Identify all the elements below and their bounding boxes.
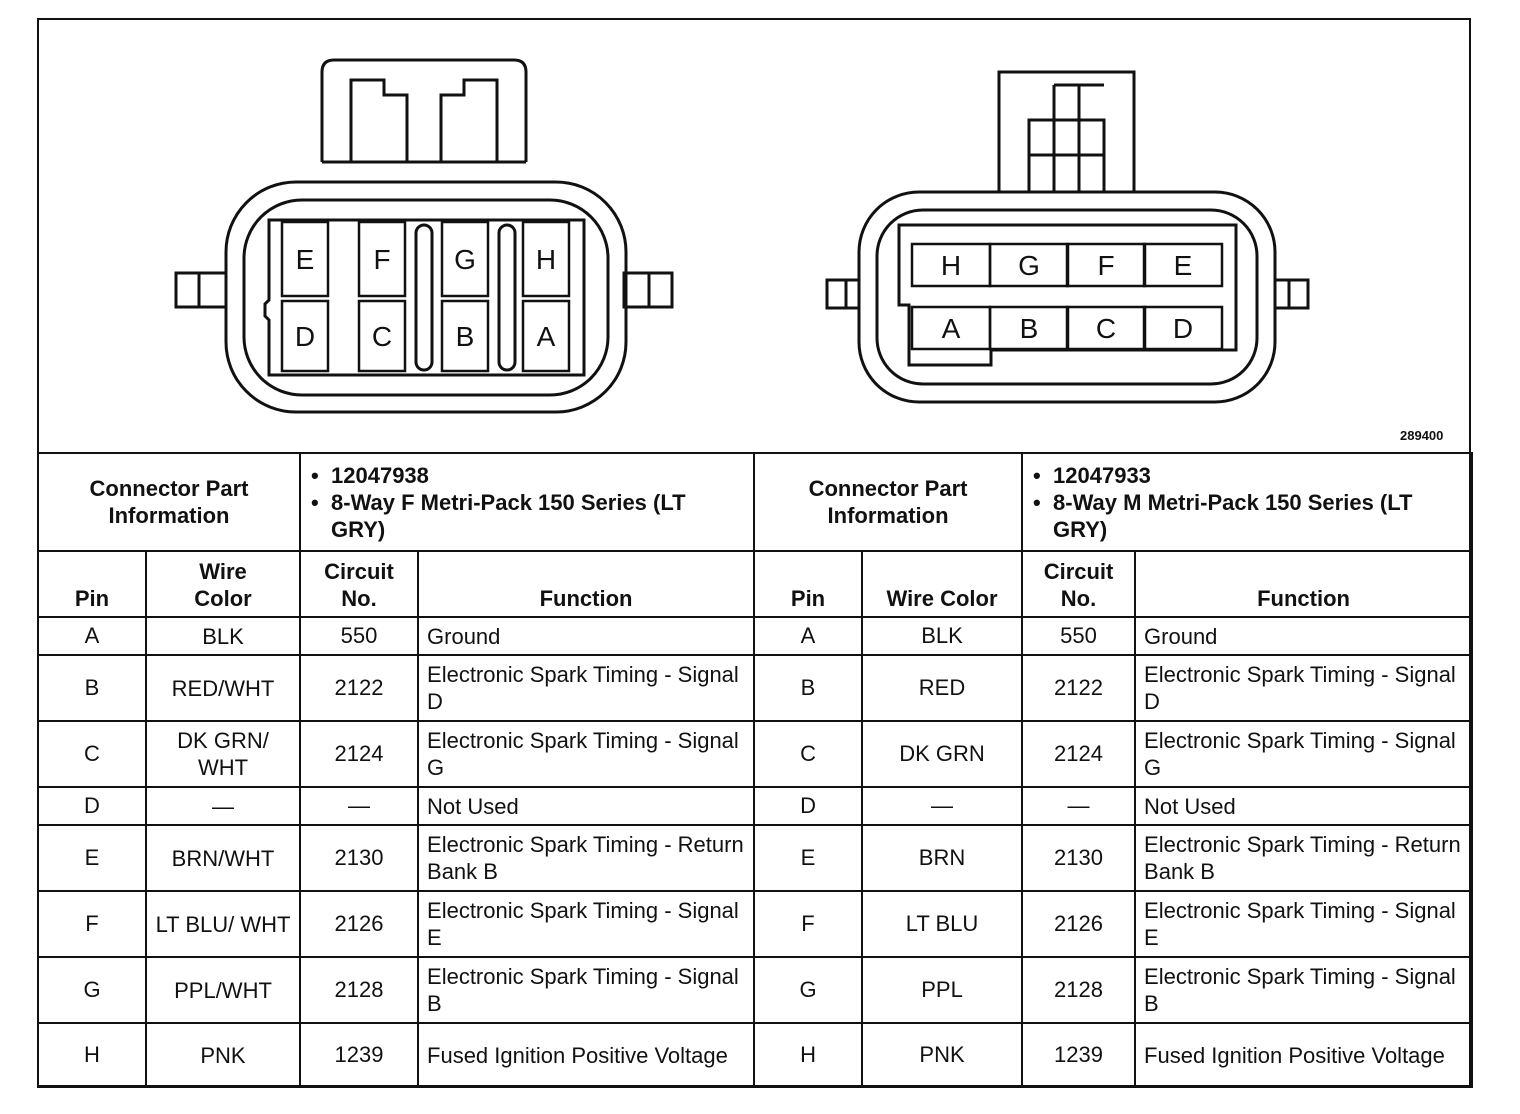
- pin-cell: F: [38, 891, 146, 957]
- pin-cell: B: [38, 655, 146, 721]
- col-pin-left: Pin: [38, 551, 146, 617]
- col-function-right: Function: [1135, 551, 1472, 617]
- table-row: [38, 891, 1472, 957]
- col-pin-right: Pin: [754, 551, 862, 617]
- wire-color-cell: —: [862, 787, 1022, 825]
- function-cell: Electronic Spark Timing - Signal G: [418, 721, 754, 787]
- left-pin-C-label: C: [371, 321, 393, 352]
- col-wire-left: Wire Color: [146, 551, 300, 617]
- wire-color-cell: RED/WHT: [146, 655, 300, 721]
- table-row: [38, 721, 1472, 787]
- col-circuit-right: Circuit No.: [1022, 551, 1135, 617]
- function-cell: Ground: [418, 617, 754, 655]
- pin-cell: C: [754, 721, 862, 787]
- connector-info-row: [38, 453, 1472, 551]
- right-pin-D-label: D: [1172, 313, 1194, 344]
- right-pin-A-label: A: [941, 313, 961, 344]
- pin-cell: E: [754, 825, 862, 891]
- pin-cell: D: [38, 787, 146, 825]
- circuit-cell: 2126: [1022, 891, 1135, 957]
- pin-cell: G: [38, 957, 146, 1023]
- left-pin-H-label: H: [535, 244, 557, 275]
- circuit-cell: 2126: [300, 891, 418, 957]
- pin-cell: E: [38, 825, 146, 891]
- right-pin-G-label: G: [1018, 250, 1040, 281]
- pin-cell: A: [754, 617, 862, 655]
- left-pin-A-label: A: [536, 321, 556, 352]
- circuit-cell: 2124: [300, 721, 418, 787]
- pin-cell: F: [754, 891, 862, 957]
- pin-cell: D: [754, 787, 862, 825]
- wire-color-cell: PPL/WHT: [146, 957, 300, 1023]
- wire-color-cell: LT BLU/ WHT: [146, 891, 300, 957]
- col-function-left: Function: [418, 551, 754, 617]
- table-row: [38, 1023, 1472, 1087]
- function-cell: Ground: [1135, 617, 1472, 655]
- left-pin-D-label: D: [294, 321, 316, 352]
- right-pin-E-label: E: [1173, 250, 1193, 281]
- right-pin-F-label: F: [1097, 250, 1115, 281]
- function-cell: Electronic Spark Timing - Signal D: [418, 655, 754, 721]
- function-cell: Electronic Spark Timing - Signal E: [418, 891, 754, 957]
- circuit-cell: 1239: [300, 1023, 418, 1087]
- table-row: [38, 617, 1472, 655]
- circuit-cell: —: [300, 787, 418, 825]
- circuit-cell: 2124: [1022, 721, 1135, 787]
- pinout-table: [37, 452, 1473, 1088]
- wire-color-cell: DK GRN: [862, 721, 1022, 787]
- wire-color-cell: PNK: [862, 1023, 1022, 1087]
- wire-color-cell: —: [146, 787, 300, 825]
- left-connector-drawing: [176, 60, 672, 412]
- wire-color-cell: DK GRN/ WHT: [146, 721, 300, 787]
- function-cell: Electronic Spark Timing - Signal D: [1135, 655, 1472, 721]
- circuit-cell: 2130: [1022, 825, 1135, 891]
- table-row: [38, 957, 1472, 1023]
- right-connector-drawing: [827, 72, 1308, 402]
- left-pin-E-label: E: [295, 244, 315, 275]
- left-pin-G-label: G: [454, 244, 476, 275]
- left-part-number: • 12047938: [331, 462, 745, 489]
- circuit-cell: 550: [1022, 617, 1135, 655]
- table-row: [38, 655, 1472, 721]
- function-cell: Fused Ignition Positive Voltage: [418, 1023, 754, 1087]
- circuit-cell: 2128: [300, 957, 418, 1023]
- pin-cell: G: [754, 957, 862, 1023]
- right-part-description: • 8-Way M Metri-Pack 150 Series (LT GRY): [1053, 489, 1463, 543]
- left-part-info: [300, 453, 754, 551]
- pin-cell: C: [38, 721, 146, 787]
- figure-id: 289400: [1400, 428, 1444, 443]
- circuit-cell: 2128: [1022, 957, 1135, 1023]
- left-part-description: • 8-Way F Metri-Pack 150 Series (LT GRY): [331, 489, 745, 543]
- wire-color-cell: BLK: [862, 617, 1022, 655]
- right-part-info: [1022, 453, 1472, 551]
- left-info-label: Connector Part Information: [38, 453, 300, 551]
- pin-cell: A: [38, 617, 146, 655]
- circuit-cell: 1239: [1022, 1023, 1135, 1087]
- circuit-cell: 550: [300, 617, 418, 655]
- table-row: [38, 825, 1472, 891]
- left-pin-B-label: B: [455, 321, 475, 352]
- wire-color-cell: PNK: [146, 1023, 300, 1087]
- function-cell: Electronic Spark Timing - Return Bank B: [1135, 825, 1472, 891]
- function-cell: Fused Ignition Positive Voltage: [1135, 1023, 1472, 1087]
- connector-diagram: [39, 20, 1469, 452]
- function-cell: Not Used: [1135, 787, 1472, 825]
- pin-cell: H: [38, 1023, 146, 1087]
- col-circuit-left: Circuit No.: [300, 551, 418, 617]
- wire-color-cell: RED: [862, 655, 1022, 721]
- right-pin-C-label: C: [1095, 313, 1117, 344]
- wire-color-cell: PPL: [862, 957, 1022, 1023]
- right-pin-B-label: B: [1019, 313, 1039, 344]
- circuit-cell: 2130: [300, 825, 418, 891]
- table-row: [38, 787, 1472, 825]
- function-cell: Electronic Spark Timing - Signal B: [418, 957, 754, 1023]
- pin-cell: H: [754, 1023, 862, 1087]
- function-cell: Electronic Spark Timing - Return Bank B: [418, 825, 754, 891]
- circuit-cell: 2122: [300, 655, 418, 721]
- wire-color-cell: LT BLU: [862, 891, 1022, 957]
- circuit-cell: —: [1022, 787, 1135, 825]
- pin-cell: B: [754, 655, 862, 721]
- function-cell: Not Used: [418, 787, 754, 825]
- right-pin-H-label: H: [940, 250, 962, 281]
- column-header-row: [38, 551, 1472, 617]
- col-wire-right: Wire Color: [862, 551, 1022, 617]
- wire-color-cell: BRN: [862, 825, 1022, 891]
- wire-color-cell: BLK: [146, 617, 300, 655]
- right-info-label: Connector Part Information: [754, 453, 1022, 551]
- left-pin-F-label: F: [373, 244, 391, 275]
- right-part-number: • 12047933: [1053, 462, 1463, 489]
- circuit-cell: 2122: [1022, 655, 1135, 721]
- function-cell: Electronic Spark Timing - Signal B: [1135, 957, 1472, 1023]
- function-cell: Electronic Spark Timing - Signal E: [1135, 891, 1472, 957]
- function-cell: Electronic Spark Timing - Signal G: [1135, 721, 1472, 787]
- wire-color-cell: BRN/WHT: [146, 825, 300, 891]
